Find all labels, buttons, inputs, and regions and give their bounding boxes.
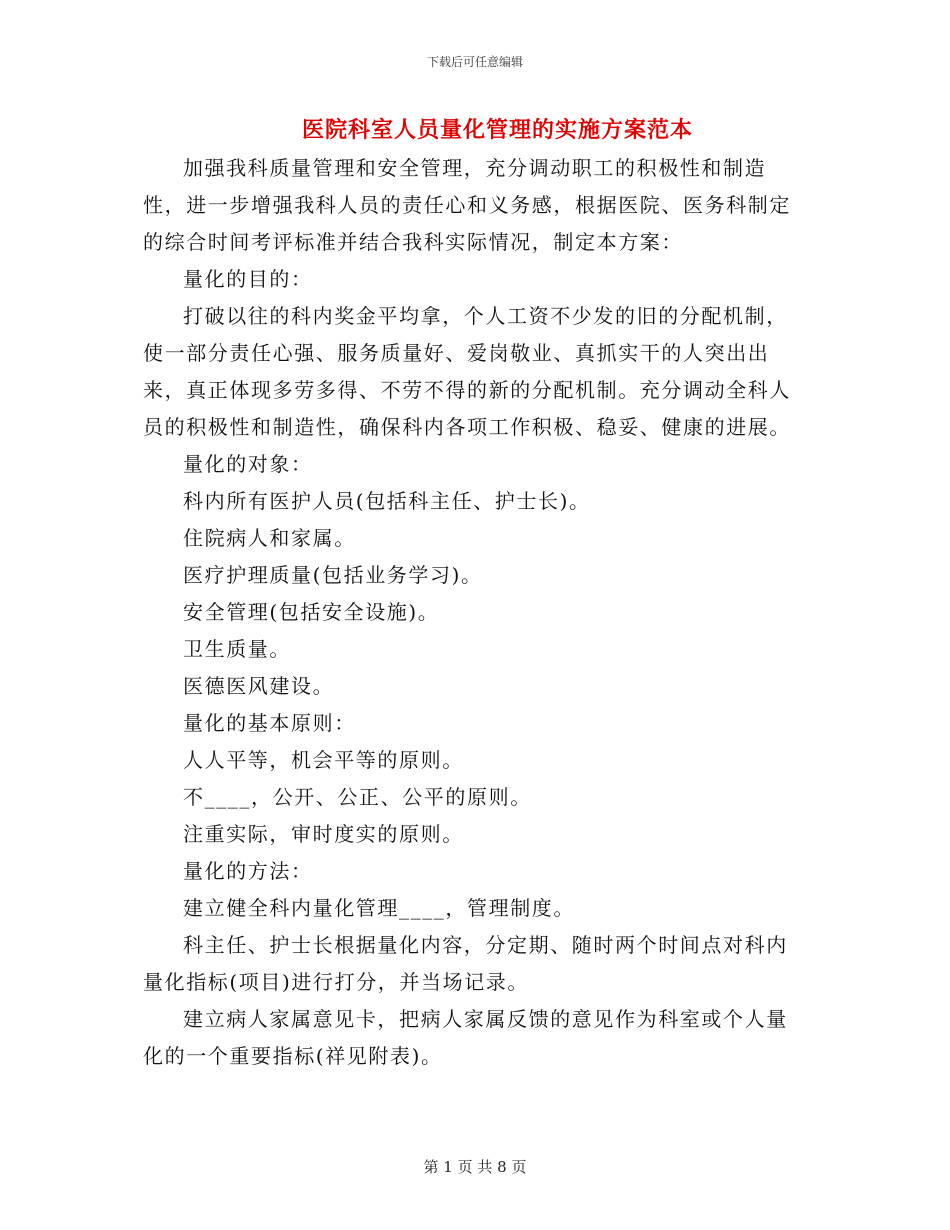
document-body — [143, 150, 808, 1075]
list-item-principle-equality: 人人平等，机会平等的原则。 — [183, 748, 464, 772]
list-item-target-quality: 医疗护理质量(包括业务学习)。 — [183, 563, 483, 587]
heading-methods: 量化的方法： — [183, 859, 313, 883]
page-header-note: 下载后可任意编辑 — [426, 55, 523, 69]
list-item-target-hygiene: 卫生质量。 — [183, 637, 291, 661]
list-item-target-staff: 科内所有医护人员(包括科主任、护士长)。 — [183, 489, 591, 513]
list-item-method-system: 建立健全科内量化管理____，管理制度。 — [183, 896, 575, 920]
paragraph-intro: 加强我科质量管理和安全管理，充分调动职工的积极性和制造性，进一步增强我科人员的责任心和义务感，根据医院、医务科制定的综合时间考评标准并结合我科实际情况，制定本方案： — [143, 156, 791, 254]
list-item-principle-fairness: 不____，公开、公正、公平的原则。 — [183, 785, 532, 809]
list-item-target-safety: 安全管理(包括安全设施)。 — [183, 600, 440, 624]
heading-principles: 量化的基本原则： — [183, 711, 356, 735]
paragraph-method-feedback: 建立病人家属意见卡，把病人家属反馈的意见作为科室或个人量化的一个重要指标(祥见附表)。 — [143, 1007, 788, 1068]
heading-purpose: 量化的目的： — [183, 267, 313, 291]
page-number: 第 1 页 共 8 页 — [423, 1158, 527, 1176]
list-item-target-ethics: 医德医风建设。 — [183, 674, 335, 698]
paragraph-method-scoring: 科主任、护士长根据量化内容，分定期、随时两个时间点对科内量化指标(项目)进行打分，并当场记录。 — [143, 933, 788, 994]
list-item-principle-practical: 注重实际，审时度实的原则。 — [183, 822, 464, 846]
heading-targets: 量化的对象： — [183, 452, 313, 476]
list-item-target-patients: 住院病人和家属。 — [183, 526, 356, 550]
document-title: 医院科室人员量化管理的实施方案范本 — [301, 118, 693, 143]
paragraph-purpose: 打破以往的科内奖金平均拿，个人工资不少发的旧的分配机制，使一部分责任心强、服务质量好、爱岗敬业、真抓实干的人突出出来，真正体现多劳多得、不劳不得的新的分配机制。充分调动全科人员的积极性和制造性，确保科内各项工作积极、稳妥、健康的进展。 — [143, 304, 791, 439]
